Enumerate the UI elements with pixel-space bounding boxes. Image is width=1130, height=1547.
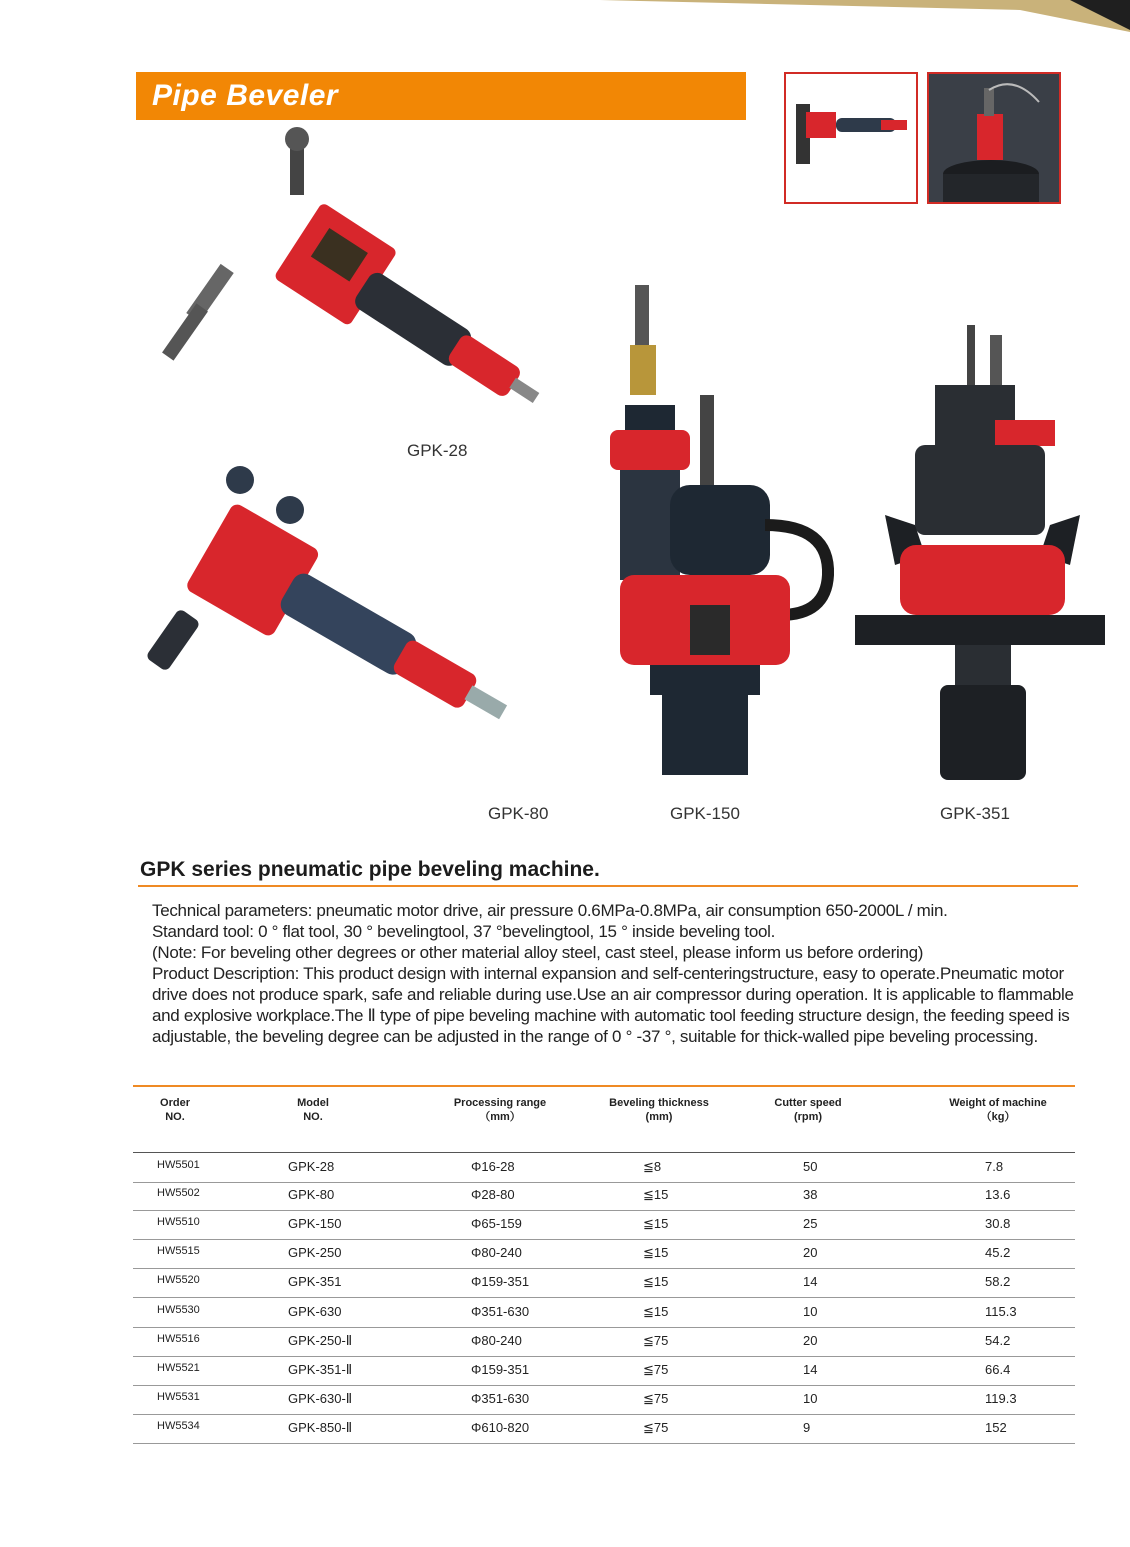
- section-divider: [138, 885, 1078, 887]
- cell-thickness: ≦75: [643, 1419, 669, 1435]
- cell-weight: 45.2: [985, 1245, 1011, 1261]
- cell-order: HW5531: [157, 1390, 200, 1403]
- cell-speed: 10: [803, 1390, 818, 1406]
- table-row: [133, 1327, 1075, 1357]
- table-row: [133, 1356, 1075, 1386]
- cell-speed: 14: [803, 1361, 818, 1377]
- header-beveling-thickness: Beveling thickness (mm): [609, 1097, 709, 1123]
- caption-gpk-351: GPK-351: [940, 804, 1010, 823]
- description-line-product: Product Description: This product design with internal expansion and self-centeringstructure, easy to operate.Pneumatic motor drive does not produce spark, safe and reliable during use.Use an air compressor during operation. It is applicable to flammable and explosive workplace.The Ⅱ type of pipe beveling machine with automatic tool feeding structure design, the feeding speed is adjustable, the beveling degree can be adjusted in the range of 0 ° -37 °, suitable for thick-walled pipe beveling processing.: [152, 964, 1074, 1046]
- cell-range: Φ159-351: [471, 1361, 530, 1377]
- header-model-no: Model NO.: [297, 1097, 329, 1123]
- cell-model: GPK-250: [288, 1245, 342, 1261]
- cell-speed: 50: [803, 1159, 818, 1174]
- description-line-standard-tool: Standard tool: 0 ° flat tool, 30 ° bevelingtool, 37 °bevelingtool, 15 ° inside beveling tool.: [152, 922, 776, 941]
- handheld-beveler-thumbnail-image: [786, 74, 916, 202]
- cell-thickness: ≦15: [643, 1187, 669, 1203]
- cell-range: Φ351-630: [471, 1390, 530, 1406]
- cell-model: GPK-80: [288, 1187, 335, 1203]
- cell-model: GPK-351-Ⅱ: [288, 1361, 353, 1377]
- caption-gpk-28: GPK-28: [407, 441, 468, 460]
- cell-order: HW5521: [157, 1361, 200, 1374]
- cell-range: Φ610-820: [471, 1419, 530, 1435]
- header-order-no: Order NO.: [160, 1097, 190, 1123]
- cell-order: HW5515: [157, 1245, 200, 1258]
- table-row: [133, 1181, 1075, 1211]
- cell-order: HW5510: [157, 1216, 200, 1229]
- cell-thickness: ≦15: [643, 1274, 669, 1290]
- cell-speed: 14: [803, 1274, 818, 1290]
- page-title: Pipe Beveler: [152, 79, 339, 112]
- cell-model: GPK-150: [288, 1216, 342, 1232]
- cell-range: Φ351-630: [471, 1303, 530, 1319]
- table-row: [133, 1268, 1075, 1298]
- cell-weight: 58.2: [985, 1274, 1011, 1290]
- cell-range: Φ28-80: [471, 1187, 515, 1203]
- gpk-150-image: [590, 285, 840, 785]
- cell-model: GPK-250-Ⅱ: [288, 1332, 353, 1348]
- cell-order: HW5501: [157, 1159, 200, 1171]
- table-row: [133, 1239, 1075, 1269]
- gpk-28-image: [150, 125, 570, 455]
- table-row: [133, 1152, 1075, 1183]
- cell-thickness: ≦15: [643, 1303, 669, 1319]
- cell-order: HW5534: [157, 1419, 200, 1432]
- cell-speed: 25: [803, 1216, 818, 1232]
- table-top-rule: [133, 1085, 1075, 1087]
- cell-order: HW5530: [157, 1303, 200, 1316]
- cell-range: Φ80-240: [471, 1332, 522, 1348]
- cell-speed: 20: [803, 1332, 818, 1348]
- gpk-351-image: [855, 325, 1110, 785]
- thumbnail-handheld: [784, 72, 918, 204]
- caption-gpk-80: GPK-80: [488, 804, 549, 823]
- cell-thickness: ≦15: [643, 1216, 669, 1232]
- gpk-80-image: [150, 460, 590, 790]
- table-row: [133, 1414, 1075, 1444]
- header-cutter-speed: Cutter speed (rpm): [774, 1097, 842, 1123]
- header-weight: Weight of machine （kg）: [949, 1097, 1047, 1123]
- cell-thickness: ≦15: [643, 1245, 669, 1261]
- table-row: [133, 1385, 1075, 1415]
- thumbnail-in-use: [927, 72, 1061, 204]
- cell-thickness: ≦75: [643, 1361, 669, 1377]
- description-line-parameters: Technical parameters: pneumatic motor drive, air pressure 0.6MPa-0.8MPa, air consumption 650-2000L / min.: [152, 901, 948, 920]
- cell-model: GPK-28: [288, 1159, 335, 1174]
- table-row: [133, 1210, 1075, 1240]
- cell-weight: 13.6: [985, 1187, 1011, 1203]
- cell-range: Φ65-159: [471, 1216, 522, 1232]
- cell-model: GPK-351: [288, 1274, 342, 1290]
- cell-weight: 7.8: [985, 1159, 1004, 1174]
- cell-range: Φ80-240: [471, 1245, 522, 1261]
- cell-order: HW5520: [157, 1274, 200, 1287]
- section-title: GPK series pneumatic pipe beveling machine.: [140, 858, 600, 881]
- cell-model: GPK-630: [288, 1303, 342, 1319]
- cell-thickness: ≦8: [643, 1159, 662, 1174]
- cell-weight: 30.8: [985, 1216, 1011, 1232]
- cell-thickness: ≦75: [643, 1332, 669, 1348]
- cell-model: GPK-630-Ⅱ: [288, 1390, 353, 1406]
- caption-gpk-150: GPK-150: [670, 804, 740, 823]
- cell-order: HW5516: [157, 1332, 200, 1345]
- cell-weight: 115.3: [985, 1303, 1017, 1319]
- description: [152, 900, 1082, 1047]
- cell-range: Φ159-351: [471, 1274, 530, 1290]
- cell-weight: 152: [985, 1419, 1007, 1435]
- cell-model: GPK-850-Ⅱ: [288, 1419, 353, 1435]
- cell-weight: 66.4: [985, 1361, 1011, 1377]
- cell-speed: 38: [803, 1187, 818, 1203]
- cell-range: Φ16-28: [471, 1159, 515, 1174]
- cell-thickness: ≦75: [643, 1390, 669, 1406]
- corner-decoration: [600, 0, 1130, 40]
- beveler-on-pipe-thumbnail-image: [929, 74, 1059, 202]
- header-processing-range: Processing range （mm）: [453, 1097, 547, 1123]
- cell-weight: 119.3: [985, 1390, 1017, 1406]
- cell-speed: 20: [803, 1245, 818, 1261]
- table-row: [133, 1298, 1075, 1328]
- cell-order: HW5502: [157, 1187, 200, 1200]
- cell-weight: 54.2: [985, 1332, 1011, 1348]
- cell-speed: 9: [803, 1419, 811, 1435]
- description-line-note: (Note: For beveling other degrees or other material alloy steel, cast steel, please inform us before ordering): [152, 943, 924, 962]
- cell-speed: 10: [803, 1303, 818, 1319]
